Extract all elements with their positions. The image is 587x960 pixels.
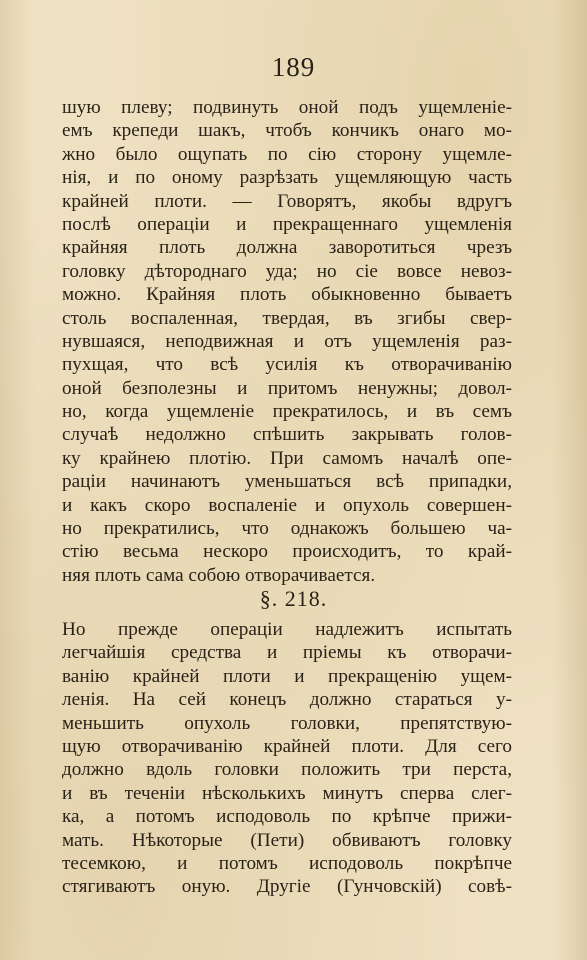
text-line: ку крайнею плотію. При самомъ началѣ опе- (62, 447, 512, 469)
page-number: 189 (271, 52, 316, 82)
text-line: должно вдоль головки положить три перста, (62, 759, 512, 781)
text-line: нувшаяся, неподвижная и отъ ущемленія раз- (62, 330, 512, 352)
paragraph-continued (62, 96, 512, 587)
text-line: и какъ скоро воспаленіе и опухоль совершен- (62, 494, 512, 516)
text-line: крайней плоти. — Говорятъ, якобы вдругъ (62, 190, 512, 212)
text-line: но прекратились, что однакожъ большею ча- (62, 518, 512, 540)
text-line: легчайшія средства и пріемы къ отворачи- (62, 642, 512, 664)
text-line: ванію крайней плоти и прекращенію ущем- (62, 665, 512, 687)
text-line: оной безполезны и притомъ ненужны; довол- (62, 377, 512, 399)
text-line: жно было ощупать по сію сторону ущемле- (62, 143, 512, 165)
text-line: мать. Нѣкоторые (Пети) обвиваютъ головку (62, 829, 512, 851)
text-line: пухщая, что всѣ усилія къ отворачиванію (62, 354, 512, 376)
text-line: столь воспаленная, твердая, въ згибы свер- (62, 307, 512, 329)
text-line: стягиваютъ оную. Другіе (Гунчовскій) совѣ- (62, 876, 512, 898)
text-line: случаѣ недолжно спѣшить закрывать голов- (62, 424, 512, 446)
text-line: ленія. На сей конецъ должно стараться у- (62, 689, 512, 711)
text-line: щую отворачиванію крайней плоти. Для сего (62, 735, 512, 757)
text-line: тесемкою, и потомъ исподоволь покрѣпче (62, 852, 512, 874)
text-line: послѣ операціи и прекращеннаго ущемленія (62, 213, 512, 235)
section-heading: §. 218. (259, 586, 328, 611)
text-line: Но прежде операціи надлежитъ испытать (62, 619, 512, 640)
text-line: но, когда ущемленіе прекратилось, и въ семъ (62, 401, 512, 423)
paragraph-section-218 (62, 618, 512, 899)
text-line: ка, а потомъ исподоволь по крѣпче прижи- (62, 806, 512, 828)
text-line: крайняя плоть должна заворотиться чрезъ (62, 237, 512, 259)
text-line: раціи начинаютъ уменьшаться всѣ припадки, (62, 471, 512, 493)
text-line: стію весьма нескоро происходитъ, то край- (62, 541, 512, 563)
text-line: няя плоть сама собою отворачивается. (62, 564, 376, 586)
text-line: и въ теченіи нѣсколькихъ минутъ сперва слег- (62, 782, 512, 804)
text-line: можно. Крайняя плоть обыкновенно бываетъ (62, 284, 512, 306)
text-line: шую плеву; подвинуть оной подъ ущемленіе- (62, 97, 512, 118)
text-line: емъ крепеди шакъ, чтобъ кончикъ онаго мо- (62, 120, 512, 142)
text-line: нія, и по оному разрѣзать ущемляющую часть (62, 167, 512, 189)
text-line: головку дѣтороднаго уда; но сіе вовсе невоз- (62, 260, 512, 282)
text-line: меньшить опухоль головки, препятствую- (62, 712, 512, 734)
